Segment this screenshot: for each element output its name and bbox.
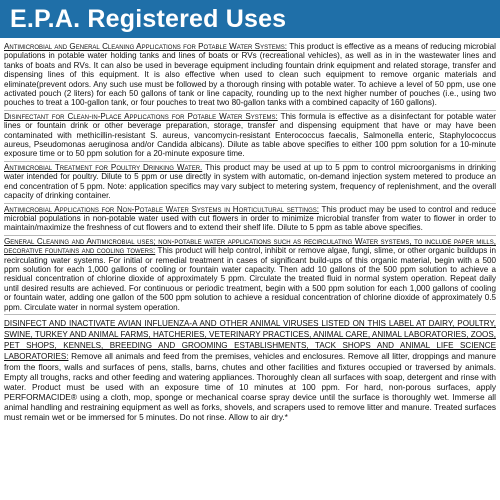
page-title: E.P.A. Registered Uses — [10, 5, 287, 33]
section-potable-water — [4, 41, 496, 111]
section-body: Remove all animals and feed from the premises, vehicles and enclosures. Remove all litter, droppings and manure from the floors, walls and surfaces of pens, stalls, barns, chutes and other facilities and fixtures occupied or traversed by animals. Empty all troughs, racks and other feeding and watering appliances. Thoroughly clean all surfaces with soap, detergent and rinse with water. Product must be used with an exposure time of 10 minutes at 100 ppm. For hard, non-porous surfaces, apply PERFORMACIDE® using a cloth, mop, sponge or mechanical coarse spray device until the surface is thoroughly wet. Immerse all animal handling and restraining equipment as well as forks, shovels, and scrapers used to remove litter and manure. Treated surfaces must remain wet or be immersed for 5 minutes. Do not rinse. Allow to air dry.* — [4, 350, 496, 422]
section-heading: Antimicrobial Applications for Non-Potable Water Systems in Horticultural settings: — [4, 204, 319, 214]
section-heading: Antimicrobial and General Cleaning Applications for Potable Water Systems: — [4, 42, 287, 51]
section-body: This product may be used to control and reduce microbial populations in non-potable water used with cut flowers in order to minimize microbial transfer from water to flower in order to maintain/maximize the freshness of cut flowers and to extend their shelf life. Dilute to 5 ppm as table above specifies. — [4, 204, 496, 233]
section-avian-influenza — [4, 315, 496, 424]
section-body: This formula is effective as a disinfectant for potable water lines or fountain drink or other beverage preparation, storage, transfer and dispensing equipment that have or may have been contaminated with methicillin-resistant S. aureus, vancomycin-resistant Enterococcus faecalis, Salmonella enteric, Staphylococcus aureus, Pseudomonas aeruginosa and/or Candida albicans). Dilute as table above specifies to either 100 ppm solution for a 10-minute exposure time or to 50 ppm solution for a 20-minute exposure time. — [4, 111, 496, 159]
title-banner — [0, 0, 500, 38]
section-heading: General Cleaning and Antimicrobial uses; non-potable water applications such as recirculating Water systems, to include paper mills, decorative fountains and cooling towers: — [4, 236, 496, 256]
section-heading: DISINFECT AND INACTIVATE AVIAN INFLUENZA-A AND OTHER ANIMAL VIRUSES LISTED ON THIS LABEL AT DAIRY, POULTRY, SWINE, TURKEY AND ANIMAL FARMS, HATCHERIES, VETERINARY PRACTICES, ANIMAL CARE, ANIMAL LABORATORIES, ZOOS, PET SHOPS, KENNELS, BREEDING AND GROOMING ESTABLISHMENTS, TACK SHOPS AND ANIMAL LIFE SCIENCE LABORATORIES: — [4, 318, 496, 361]
section-body: This product may be used at up to 5 ppm to control microorganisms in drinking water intended for poultry. Dilute to 5 ppm or use directly in system with automatic, on-demand injection system metered to produce an end concentration of 5 ppm. Note: application specifics may vary subject to metering system, frequency of replenishment, and the overall capacity of drinking container. — [4, 162, 496, 201]
section-horticultural — [4, 204, 496, 236]
section-body: This product will help control, inhibit or remove algae, fungi, slime, or other organic buildups in recirculating water systems. For initial or remedial treatment in cases of significant build-ups of this organic material, begin with a 500 ppm solution for each 1,000 gallons of cooling or fountain water capacity. Then add 10 gallons of the 500 ppm solution to achieve a residual concentration of chlorine dioxide of approximately 5 ppm. Circulate the treated fluid in normal system operation. Repeat daily until desired results are achieved. For continuous or periodic treatment, begin with a 500 ppm solution for each 1,000 gallons of cooling or fountain water, adding one gallon of the 500 ppm solution to achieve a residual concentration of chlorine dioxide of approximately 0.5 ppm. Circulate water in normal system operation. — [4, 246, 497, 312]
section-body: This product is effective as a means of reducing microbial populations in potable water holding tanks and lines of boats or RVs (recreational vehicles), as well as in in the wastewater lines and tanks of boats and RVs. It can also be used in beverage equipment including fountain drink equipment and related storage, transfer and dispensing lines of this equipment. It is also effective when used to clean such equipment to remove organic materials and eliminate(prevent odors. Any such use must be followed by a thorough rinsing with potable water. To achieve a level of 50 ppm, use one activated pouch (2 liters) for each 50 gallons of tank or line capacity, rounding up to the next higher number of pouches (i.e., using two pouches to treat a 100-gallon tank, or four pouches to treat two 80-gallon tanks with a combined capacity of 160 gallons). — [4, 42, 496, 108]
section-poultry-water — [4, 162, 496, 204]
section-clean-in-place — [4, 111, 496, 162]
section-recirculating-water — [4, 236, 496, 315]
uses-document — [4, 41, 496, 424]
section-heading: Antimicrobial Treatment for Poultry Drinking Water. — [4, 162, 203, 172]
section-heading: Disinfectant for Clean-in-Place Applications for Potable Water Systems: — [4, 111, 278, 121]
